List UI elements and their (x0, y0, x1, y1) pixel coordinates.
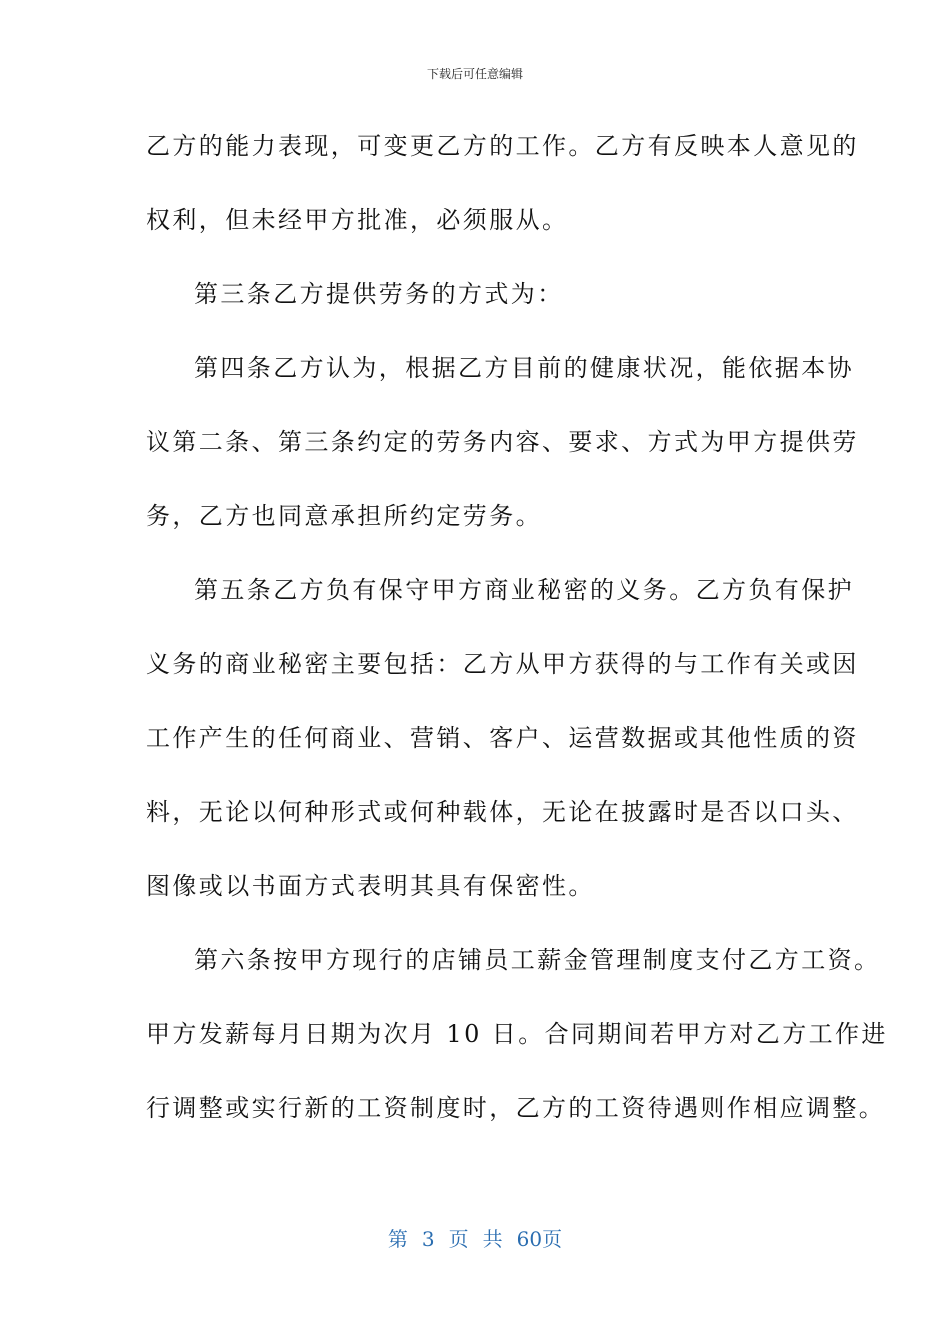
page-footer (0, 1226, 950, 1252)
text-line: 行调整或实行新的工资制度时，乙方的工资待遇则作相应调整。 (146, 1094, 886, 1122)
text-line: 料，无论以何种形式或何种载体，无论在披露时是否以口头、 (146, 798, 859, 826)
page-header: 下载后可任意编辑 (426, 67, 523, 81)
text-line: 第六条按甲方现行的店铺员工薪金管理制度支付乙方工资。 (194, 946, 881, 974)
text-line: 义务的商业秘密主要包括：乙方从甲方获得的与工作有关或因 (146, 650, 859, 678)
text-line: 甲方发薪每月日期为次月 10 日。合同期间若甲方对乙方工作进 (146, 1020, 888, 1048)
document-body (146, 124, 888, 1160)
text-line: 第四条乙方认为，根据乙方目前的健康状况，能依据本协 (194, 354, 854, 382)
text-line: 图像或以书面方式表明其具有保密性。 (146, 872, 595, 900)
text-line: 第五条乙方负有保守甲方商业秘密的义务。乙方负有保护 (194, 576, 854, 604)
current-page-number: 3 (421, 1227, 435, 1251)
page-label-gong: 共 (482, 1227, 503, 1251)
text-line: 工作产生的任何商业、营销、客户、运营数据或其他性质的资 (146, 724, 859, 752)
text-line: 议第二条、第三条约定的劳务内容、要求、方式为甲方提供劳 (146, 428, 859, 456)
page-label-ye: 页 (448, 1227, 469, 1251)
text-line: 乙方的能力表现，可变更乙方的工作。乙方有反映本人意见的 (146, 132, 859, 160)
text-line: 务，乙方也同意承担所约定劳务。 (146, 502, 542, 530)
total-pages: 60页 (516, 1227, 563, 1251)
text-line: 第三条乙方提供劳务的方式为： (194, 280, 564, 308)
page-label-di: 第 (387, 1227, 408, 1251)
text-line: 权利，但未经甲方批准，必须服从。 (146, 206, 569, 234)
